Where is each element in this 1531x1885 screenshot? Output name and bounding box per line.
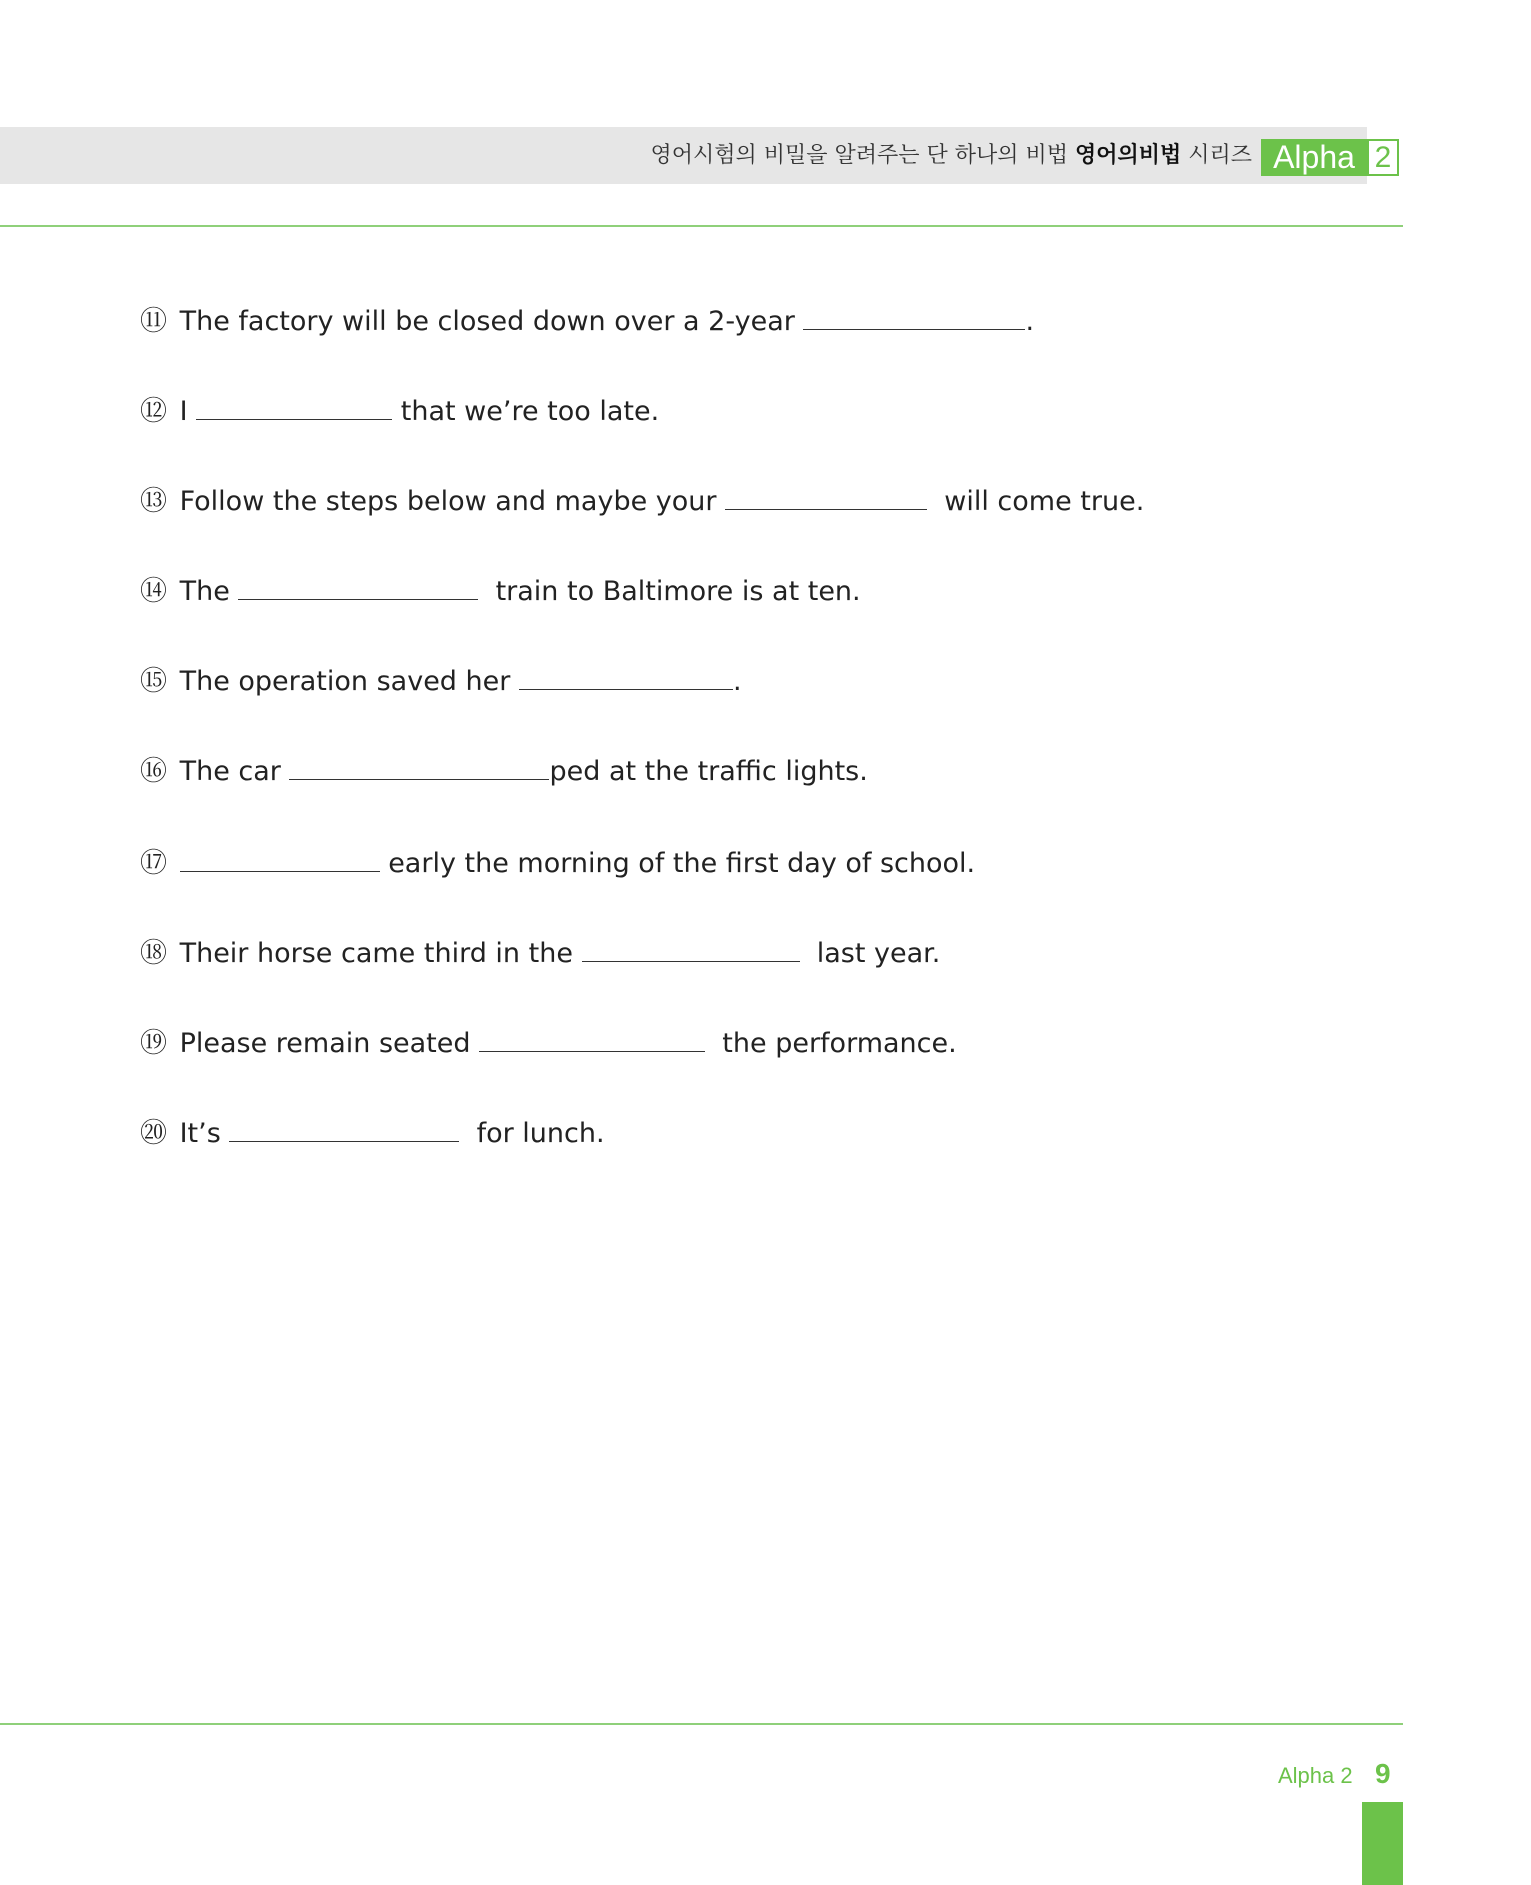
series-title-post: 시리즈	[1181, 143, 1252, 168]
question-text-before: I	[179, 396, 188, 427]
answer-blank[interactable]	[289, 753, 549, 780]
question-number: ⑪	[140, 306, 167, 337]
question-text-after: that we’re too late.	[400, 396, 660, 427]
question-text-after: will come true.	[944, 486, 1145, 517]
question-text-after: .	[1025, 306, 1035, 337]
alpha-logo: Alpha	[1261, 139, 1367, 176]
question-text-before: The	[179, 576, 230, 607]
question-13	[140, 483, 1144, 519]
question-number: ⑭	[140, 576, 167, 607]
question-number: ⑰	[140, 848, 167, 879]
answer-blank[interactable]	[803, 303, 1025, 330]
question-text-before: It’s	[179, 1118, 221, 1149]
question-text-after: .	[732, 666, 742, 697]
answer-blank[interactable]	[180, 845, 380, 872]
question-14	[140, 573, 861, 609]
answer-blank[interactable]	[582, 935, 800, 962]
question-18	[140, 935, 940, 971]
alpha-level: 2	[1367, 139, 1399, 176]
question-text-after: the performance.	[722, 1028, 957, 1059]
question-text-before: The operation saved her	[179, 666, 511, 697]
question-20	[140, 1115, 605, 1151]
question-19	[140, 1025, 957, 1061]
question-text-before: The factory will be closed down over a 2-year	[179, 306, 795, 337]
answer-blank[interactable]	[479, 1025, 705, 1052]
question-text-after: train to Baltimore is at ten.	[495, 576, 861, 607]
question-text-after: early the morning of the first day of school.	[388, 848, 976, 879]
answer-blank[interactable]	[196, 393, 392, 420]
question-text-after: last year.	[816, 938, 941, 969]
question-text-before: Please remain seated	[179, 1028, 471, 1059]
question-number: ⑯	[140, 756, 167, 787]
answer-blank[interactable]	[519, 663, 733, 690]
series-title-pre: 영어시험의 비밀을 알려주는 단 하나의 비법	[650, 143, 1075, 168]
question-number: ⑲	[140, 1028, 167, 1059]
page-number: 9	[1375, 1758, 1391, 1789]
question-15	[140, 663, 742, 699]
question-text-before: Their horse came third in the	[179, 938, 573, 969]
answer-blank[interactable]	[725, 483, 927, 510]
question-12	[140, 393, 659, 429]
question-number: ⑫	[140, 396, 167, 427]
question-text-after: ped at the traffic lights.	[549, 756, 868, 787]
bottom-divider	[0, 1723, 1403, 1725]
question-number: ⑱	[140, 938, 167, 969]
footer-tab	[1362, 1802, 1403, 1885]
question-number: ⑳	[140, 1118, 167, 1149]
question-17	[140, 845, 975, 881]
question-16	[140, 753, 868, 789]
question-text-before: The car	[179, 756, 281, 787]
question-number: ⑮	[140, 666, 167, 697]
question-text-after: for lunch.	[476, 1118, 605, 1149]
question-number: ⑬	[140, 486, 167, 517]
question-text-before: Follow the steps below and maybe your	[179, 486, 717, 517]
answer-blank[interactable]	[238, 573, 478, 600]
top-divider	[0, 225, 1403, 227]
footer-series-label: Alpha 2	[1278, 1763, 1353, 1788]
answer-blank[interactable]	[229, 1115, 459, 1142]
series-title-bold: 영어의비법	[1074, 143, 1182, 168]
series-title	[650, 143, 1252, 169]
question-11	[140, 303, 1034, 339]
